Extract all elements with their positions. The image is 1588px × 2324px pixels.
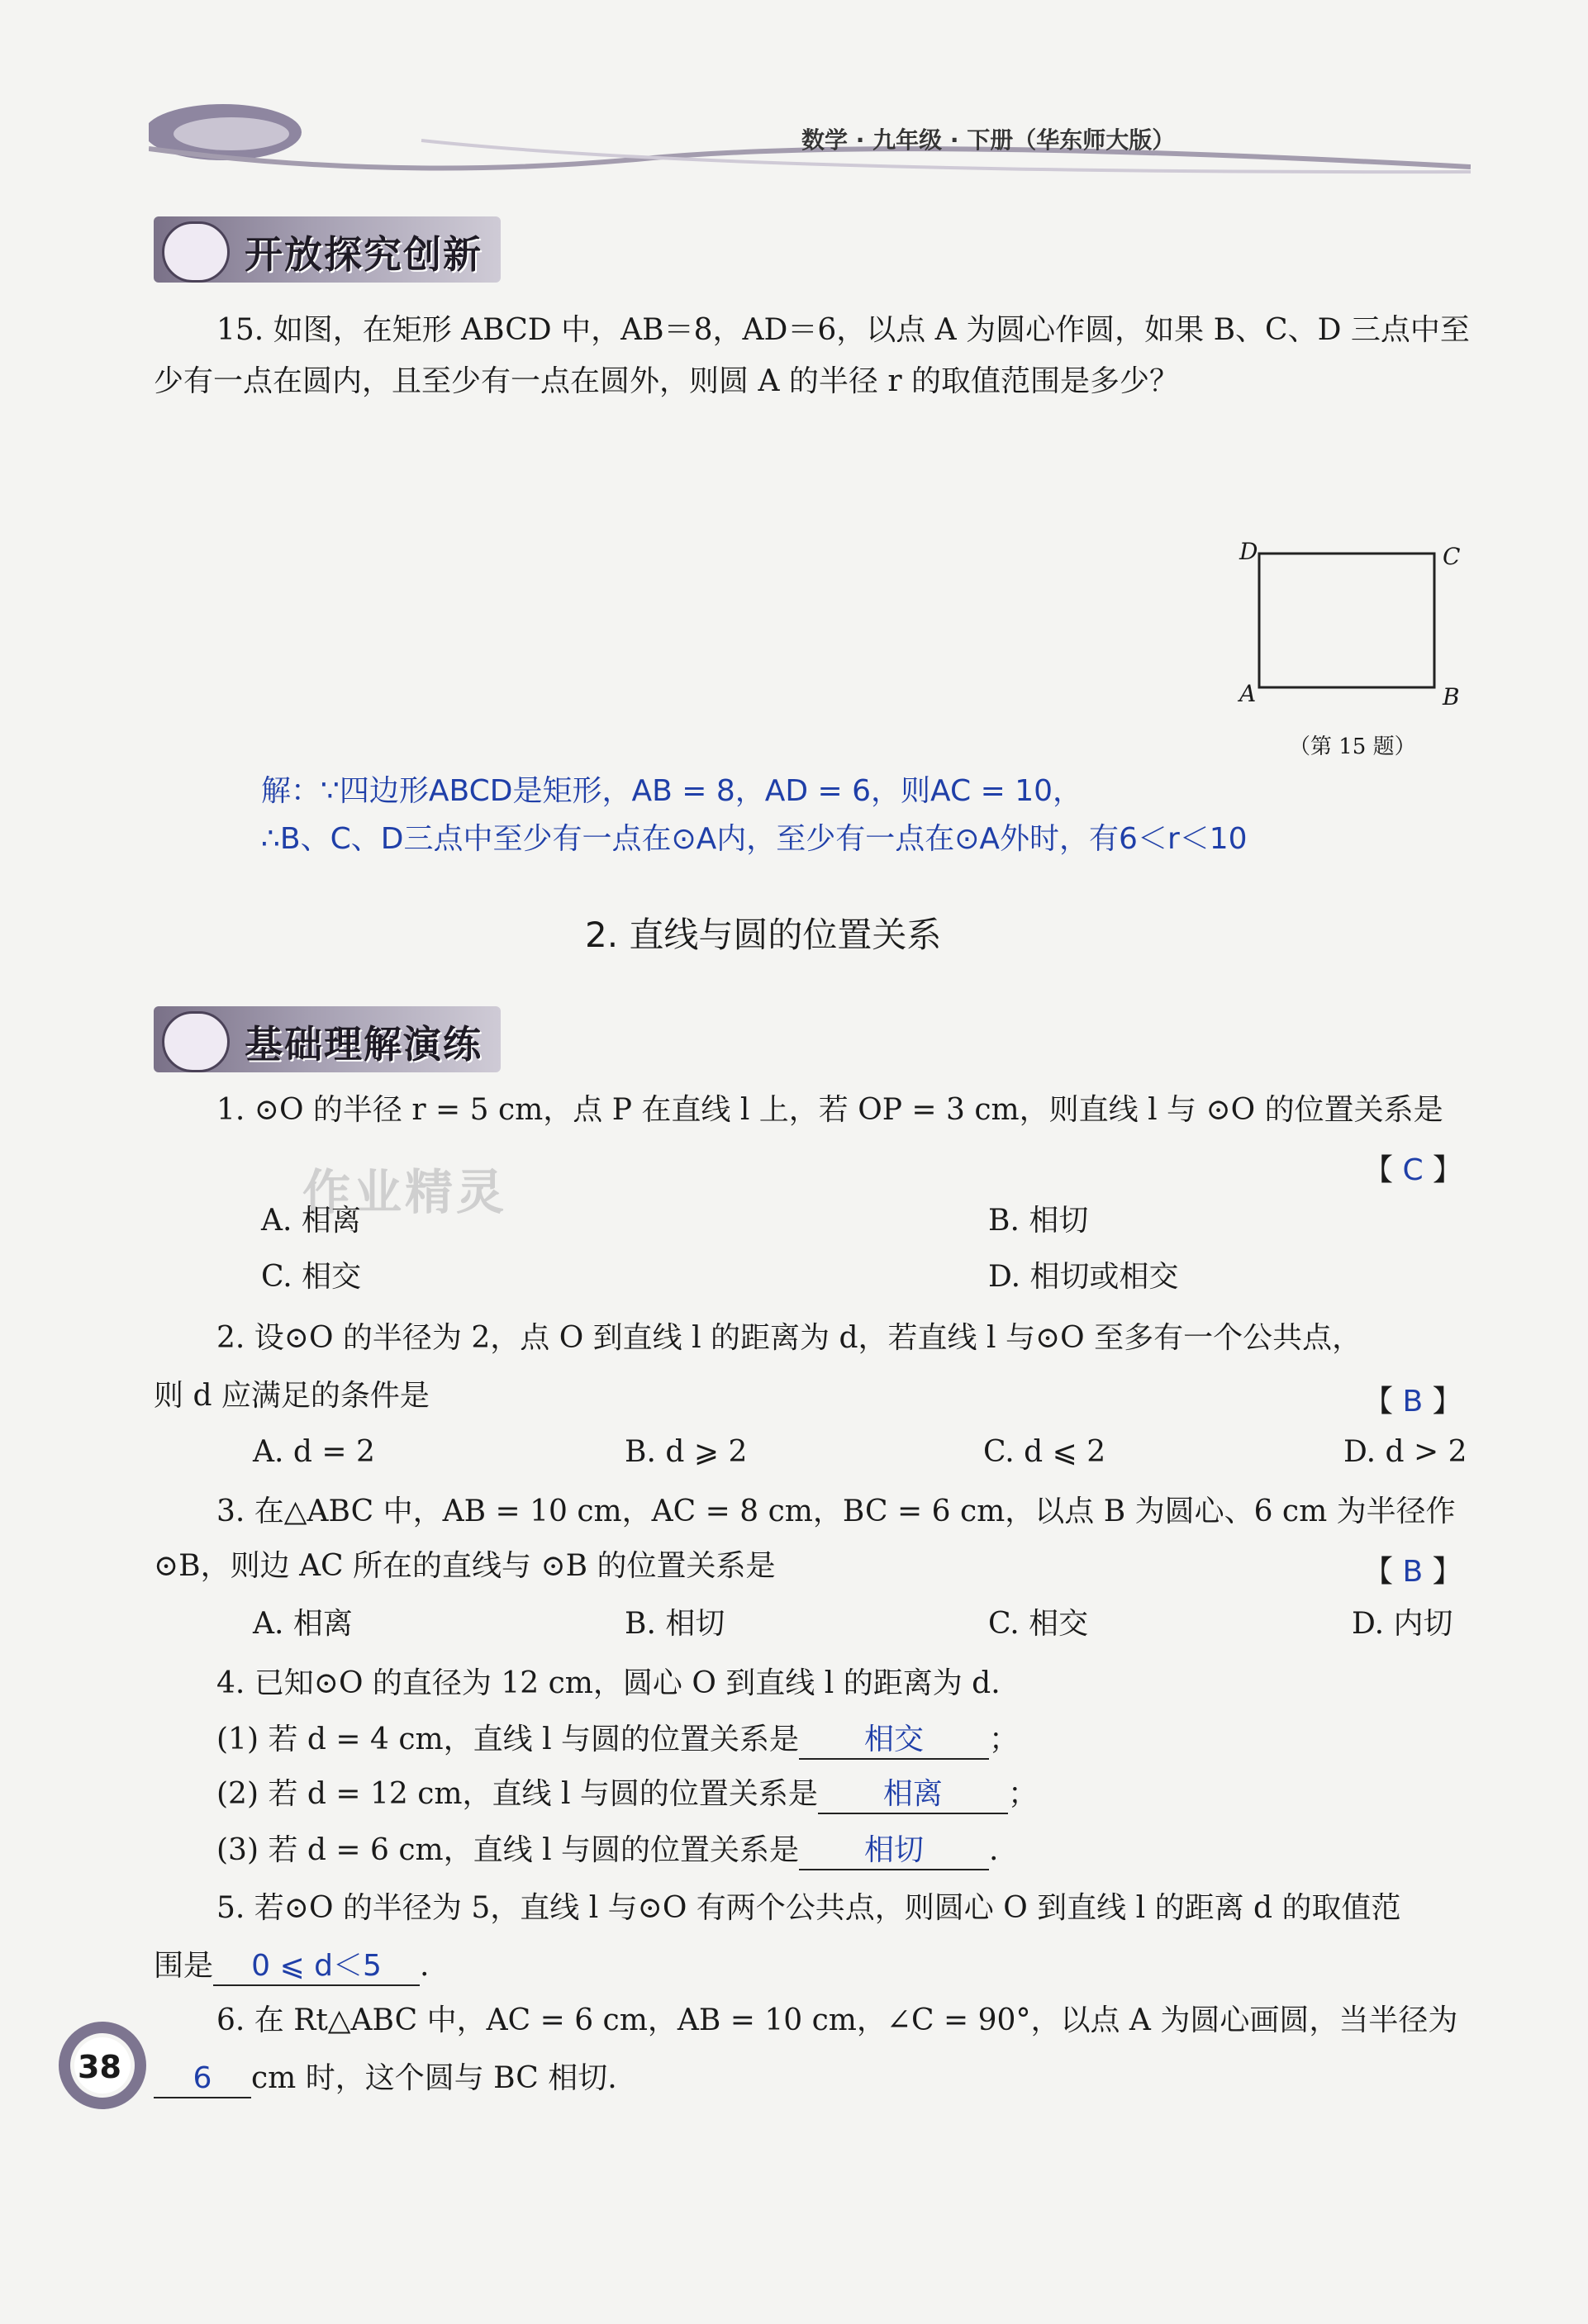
q15-line2: 少有一点在圆内，且至少有一点在圆外，则圆 A 的半径 r 的取值范围是多少？	[154, 364, 1179, 398]
q15-figure-rectangle	[1231, 535, 1479, 725]
chapter-title: 2. 直线与圆的位置关系	[585, 915, 942, 955]
q3-option-b: B. 相切	[625, 1607, 725, 1641]
figure-label-D: D	[1239, 538, 1258, 565]
q3-option-a: A. 相离	[253, 1607, 353, 1641]
q2-option-a: A. d = 2	[253, 1435, 375, 1469]
q15-line1: 15. 如图，在矩形 ABCD 中，AB＝8，AD＝6，以点 A 为圆心作圆，如果 B、C、D 三点中至	[216, 313, 1470, 347]
mascot-icon	[162, 221, 230, 283]
q3-line1: 3. 在△ABC 中，AB = 10 cm，AC = 8 cm，BC = 6 cm，以点 B 为圆心、6 cm 为半径作	[216, 1495, 1456, 1528]
section-title: 开放探究创新	[245, 232, 483, 277]
section-title: 基础理解演练	[245, 1022, 483, 1067]
q15-answer-line1: 解：∵四边形ABCD是矩形，AB = 8，AD = 6，则AC = 10，	[261, 774, 1083, 808]
q2-answer: B	[1402, 1385, 1424, 1419]
q1-option-c: C. 相交	[261, 1260, 362, 1294]
q15-answer-line2: ∴B、C、D三点中至少有一点在⊙A内，至少有一点在⊙A外时，有6＜r＜10	[261, 822, 1248, 856]
watermark: 作业精灵	[302, 1164, 508, 1220]
q2-option-c: C. d ⩽ 2	[983, 1435, 1106, 1469]
q4-part2-answer: 相离	[818, 1776, 1008, 1814]
q4-part3: (3) 若 d = 6 cm，直线 l 与圆的位置关系是 相切 .	[216, 1832, 998, 1870]
q3-option-d: D. 内切	[1352, 1607, 1453, 1641]
q2-option-d: D. d > 2	[1343, 1435, 1467, 1469]
q2-line2: 则 d 应满足的条件是	[154, 1379, 430, 1413]
q2-answer-bracket: 【 B 】	[1363, 1385, 1462, 1419]
q1-option-b: B. 相切	[988, 1204, 1089, 1238]
q6-line1: 6. 在 Rt△ABC 中，AC = 6 cm，AB = 10 cm，∠C = 90°，以点 A 为圆心画圆，当半径为	[216, 2003, 1458, 2037]
q5-answer: 0 ⩽ d＜5	[213, 1948, 420, 1986]
mascot-icon	[162, 1011, 230, 1072]
q1-answer: C	[1402, 1153, 1424, 1187]
section-banner-open-explore	[154, 216, 501, 283]
q6-line2: 6 cm 时，这个圆与 BC 相切.	[154, 2060, 617, 2098]
q4-part3-answer: 相切	[799, 1832, 989, 1870]
q2-option-b: B. d ⩾ 2	[625, 1435, 748, 1469]
header-title: 数学 · 九年级 · 下册（华东师大版）	[801, 126, 1176, 154]
q1-option-a: A. 相离	[261, 1204, 361, 1238]
q1-option-d: D. 相切或相交	[988, 1260, 1179, 1294]
q4-part1: (1) 若 d = 4 cm，直线 l 与圆的位置关系是 相交 ；	[216, 1722, 1019, 1760]
q5-line1: 5. 若⊙O 的半径为 5，直线 l 与⊙O 有两个公共点，则圆心 O 到直线 l 的距离 d 的取值范	[216, 1891, 1401, 1925]
q5-line2: 围是 0 ⩽ d＜5 .	[154, 1948, 429, 1986]
q3-answer: B	[1402, 1555, 1424, 1589]
q3-line2: ⊙B，则边 AC 所在的直线与 ⊙B 的位置关系是	[154, 1549, 776, 1583]
figure-label-C: C	[1443, 543, 1461, 570]
q4-stem: 4. 已知⊙O 的直径为 12 cm，圆心 O 到直线 l 的距离为 d.	[216, 1666, 1001, 1700]
q4-part2: (2) 若 d = 12 cm，直线 l 与圆的位置关系是 相离 ；	[216, 1776, 1038, 1814]
q1-stem: 1. ⊙O 的半径 r = 5 cm，点 P 在直线 l 上，若 OP = 3 cm，则直线 l 与 ⊙O 的位置关系是	[216, 1093, 1443, 1127]
figure-label-B: B	[1443, 683, 1460, 711]
section-banner-basic-practice	[154, 1006, 501, 1072]
q3-option-c: C. 相交	[988, 1607, 1089, 1641]
page-number: 38	[78, 2049, 121, 2085]
q3-answer-bracket: 【 B 】	[1363, 1555, 1462, 1589]
q4-part1-answer: 相交	[799, 1722, 989, 1760]
figure-label-A: A	[1239, 680, 1257, 707]
q1-answer-bracket: 【 C 】	[1363, 1153, 1463, 1187]
figure-caption: （第 15 题）	[1289, 734, 1416, 759]
q2-line1: 2. 设⊙O 的半径为 2，点 O 到直线 l 的距离为 d，若直线 l 与⊙O 至多有一个公共点，	[216, 1321, 1362, 1355]
q6-answer: 6	[154, 2060, 251, 2098]
